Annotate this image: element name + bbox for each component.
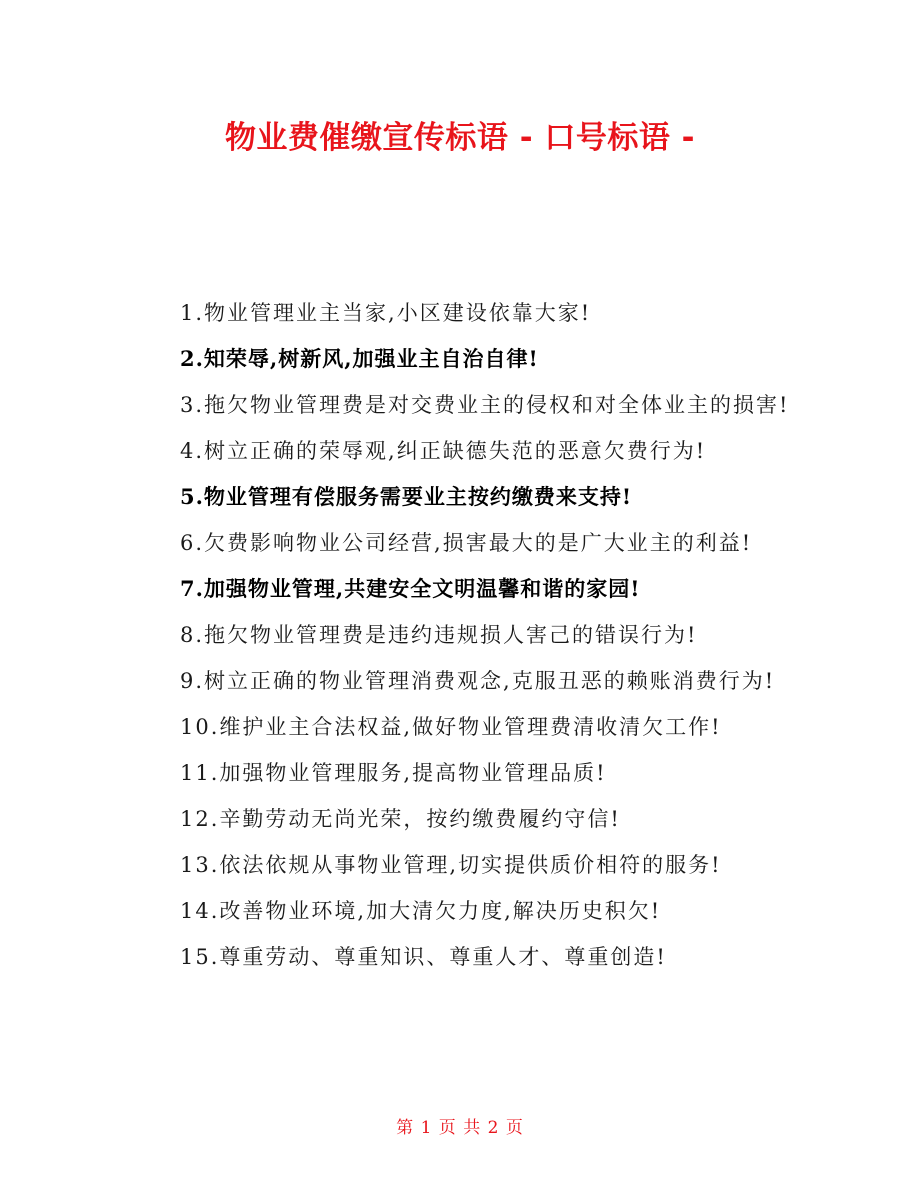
list-item: 4.树立正确的荣辱观,纠正缺德失范的恶意欠费行为! xyxy=(180,439,707,463)
list-item: 12.辛勤劳动无尚光荣，按约缴费履约守信! xyxy=(180,807,621,831)
list-item: 11.加强物业管理服务,提高物业管理品质! xyxy=(180,761,607,785)
list-item: 7.加强物业管理,共建安全文明温馨和谐的家园! xyxy=(180,576,641,601)
list-item: 6.欠费影响物业公司经营,损害最大的是广大业主的利益! xyxy=(180,531,753,555)
list-item: 14.改善物业环境,加大清欠力度,解决历史积欠! xyxy=(180,899,662,923)
list-item: 8.拖欠物业管理费是违约违规损人害己的错误行为! xyxy=(180,623,698,647)
list-item: 10.维护业主合法权益,做好物业管理费清收清欠工作! xyxy=(180,715,722,739)
list-item: 3.拖欠物业管理费是对交费业主的侵权和对全体业主的损害! xyxy=(180,393,790,417)
list-item: 13.依法依规从事物业管理,切实提供质价相符的服务! xyxy=(180,853,722,877)
list-item: 2.知荣辱,树新风,加强业主自治自律! xyxy=(180,346,539,371)
list-item: 5.物业管理有偿服务需要业主按约缴费来支持! xyxy=(180,484,633,509)
page-number-footer: 第 1 页 共 2 页 xyxy=(396,1118,524,1138)
page-title: 物业费催缴宣传标语 - 口号标语 - xyxy=(224,120,696,156)
list-item: 9.树立正确的物业管理消费观念,克服丑恶的赖账消费行为! xyxy=(180,669,776,693)
list-item: 15.尊重劳动、尊重知识、尊重人才、尊重创造! xyxy=(180,945,667,969)
slogan-list xyxy=(136,290,791,980)
list-item: 1.物业管理业主当家,小区建设依靠大家! xyxy=(180,301,592,325)
